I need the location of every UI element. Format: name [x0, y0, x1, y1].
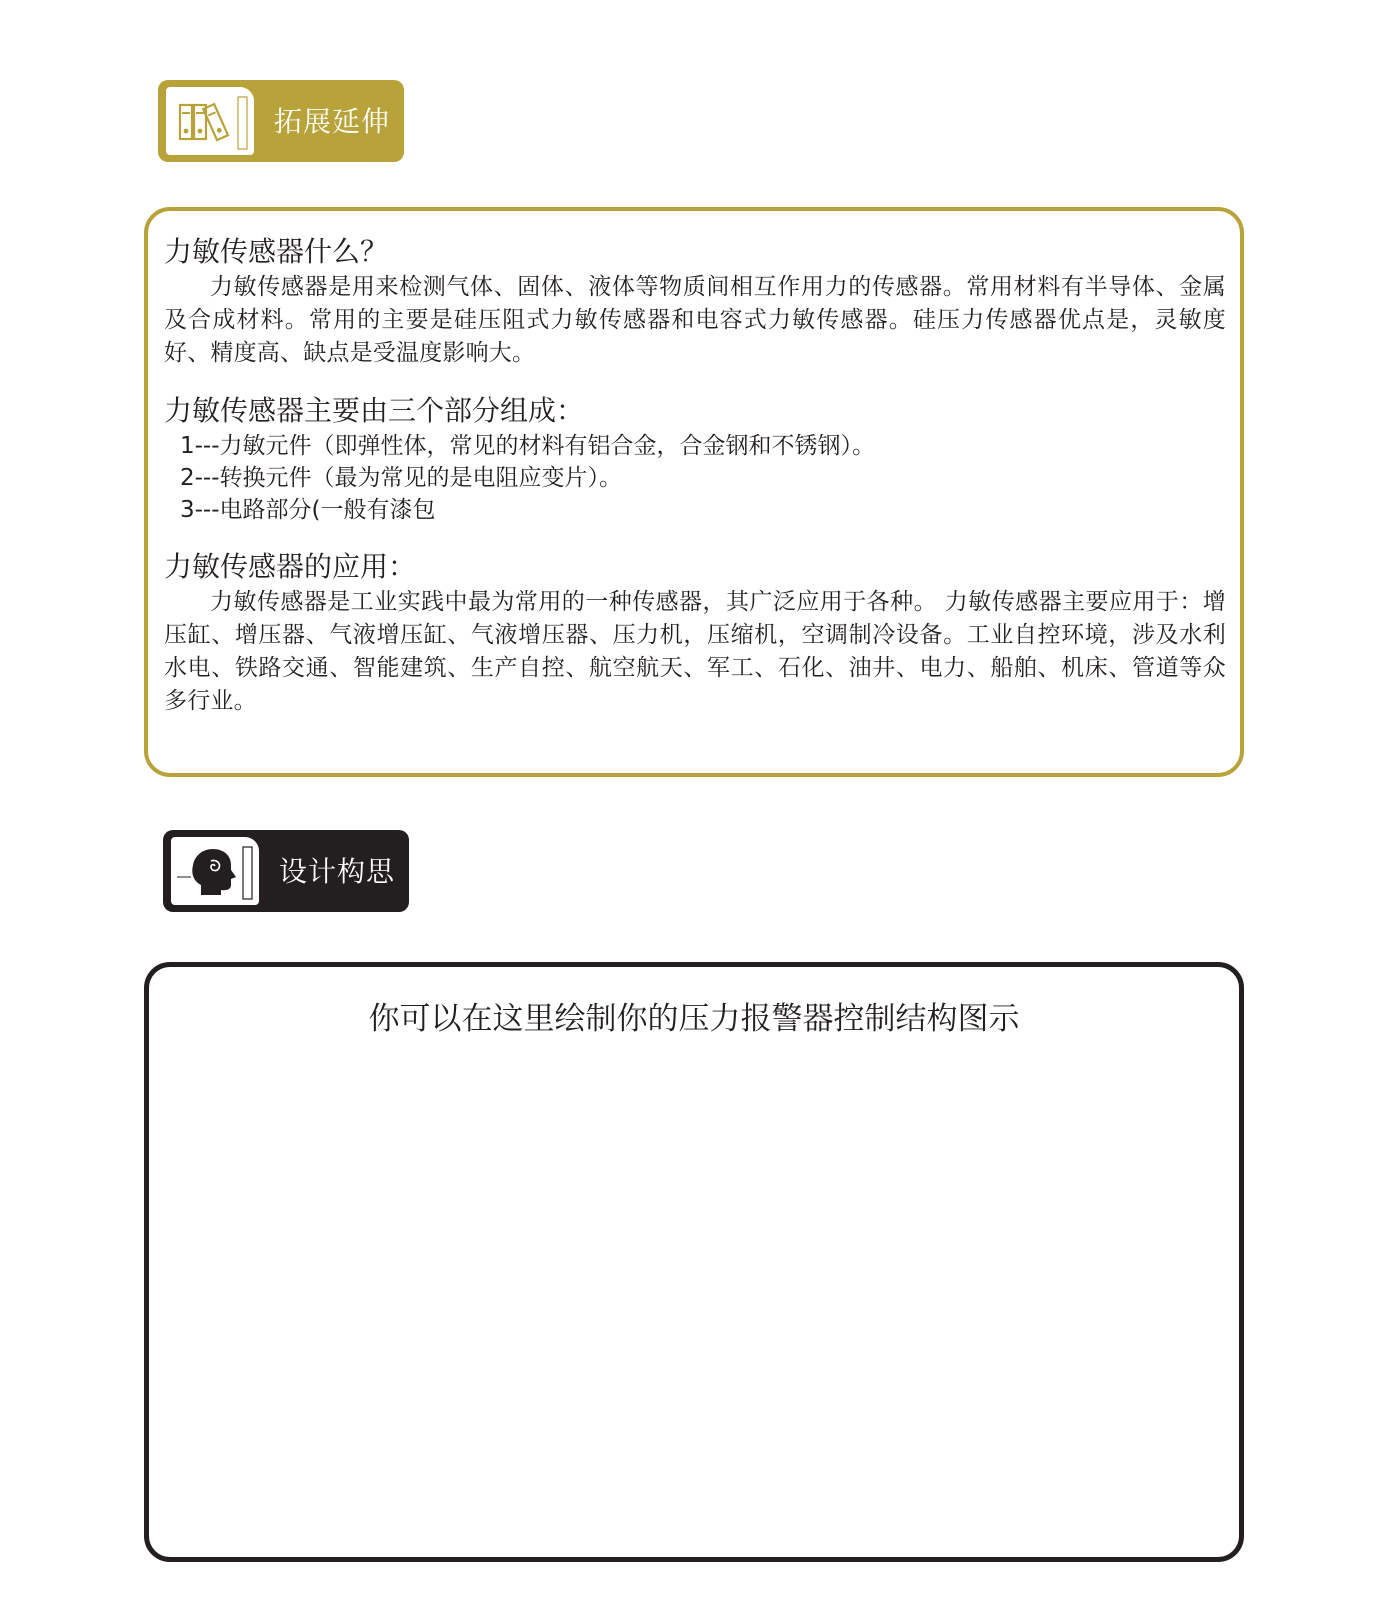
component-item: 3---电路部分(一般有漆包	[180, 497, 436, 523]
thinking-head-icon	[171, 837, 259, 905]
extension-panel	[144, 207, 1244, 777]
section-heading-components: 力敏传感器主要由三个部分组成：	[164, 394, 585, 427]
binders-icon	[166, 87, 254, 155]
component-item: 1---力敏元件（即弹性体，常见的材料有铝合金，合金钢和不锈钢）。	[180, 433, 876, 459]
component-item: 2---转换元件（最为常见的是电阻应变片）。	[180, 465, 623, 491]
design-badge-label: 设计构思	[279, 855, 396, 888]
section-heading-applications: 力敏传感器的应用：	[164, 550, 417, 583]
drawing-caption: 你可以在这里绘制你的压力报警器控制结构图示	[368, 1001, 1020, 1037]
section-body-what: 力敏传感器是用来检测气体、固体、液体等物质间相互作用力的传感器。常用材料有半导体、金属及合成材料。常用的主要是硅压阻式力敏传感器和电容式力敏传感器。硅压力传感器优点是，灵敏度好、精度高、缺点是受温度影响大。	[164, 274, 1226, 366]
drawing-panel[interactable]	[144, 962, 1244, 1562]
extension-badge-label: 拓展延伸	[274, 105, 391, 138]
section-heading-what: 力敏传感器什么？	[164, 235, 389, 268]
section-body-applications: 力敏传感器是工业实践中最为常用的一种传感器，其广泛应用于各种。 力敏传感器主要应用于：增压缸、增压器、气液增压缸、气液增压器、压力机，压缩机，空调制冷设备。工业自控环境，涉及水利水电、铁路交通、智能建筑、生产自控、航空航天、军工、石化、油井、电力、船舶、机床、管道等众多行业。	[164, 589, 1226, 714]
extension-badge	[158, 80, 404, 162]
design-badge	[163, 830, 409, 912]
